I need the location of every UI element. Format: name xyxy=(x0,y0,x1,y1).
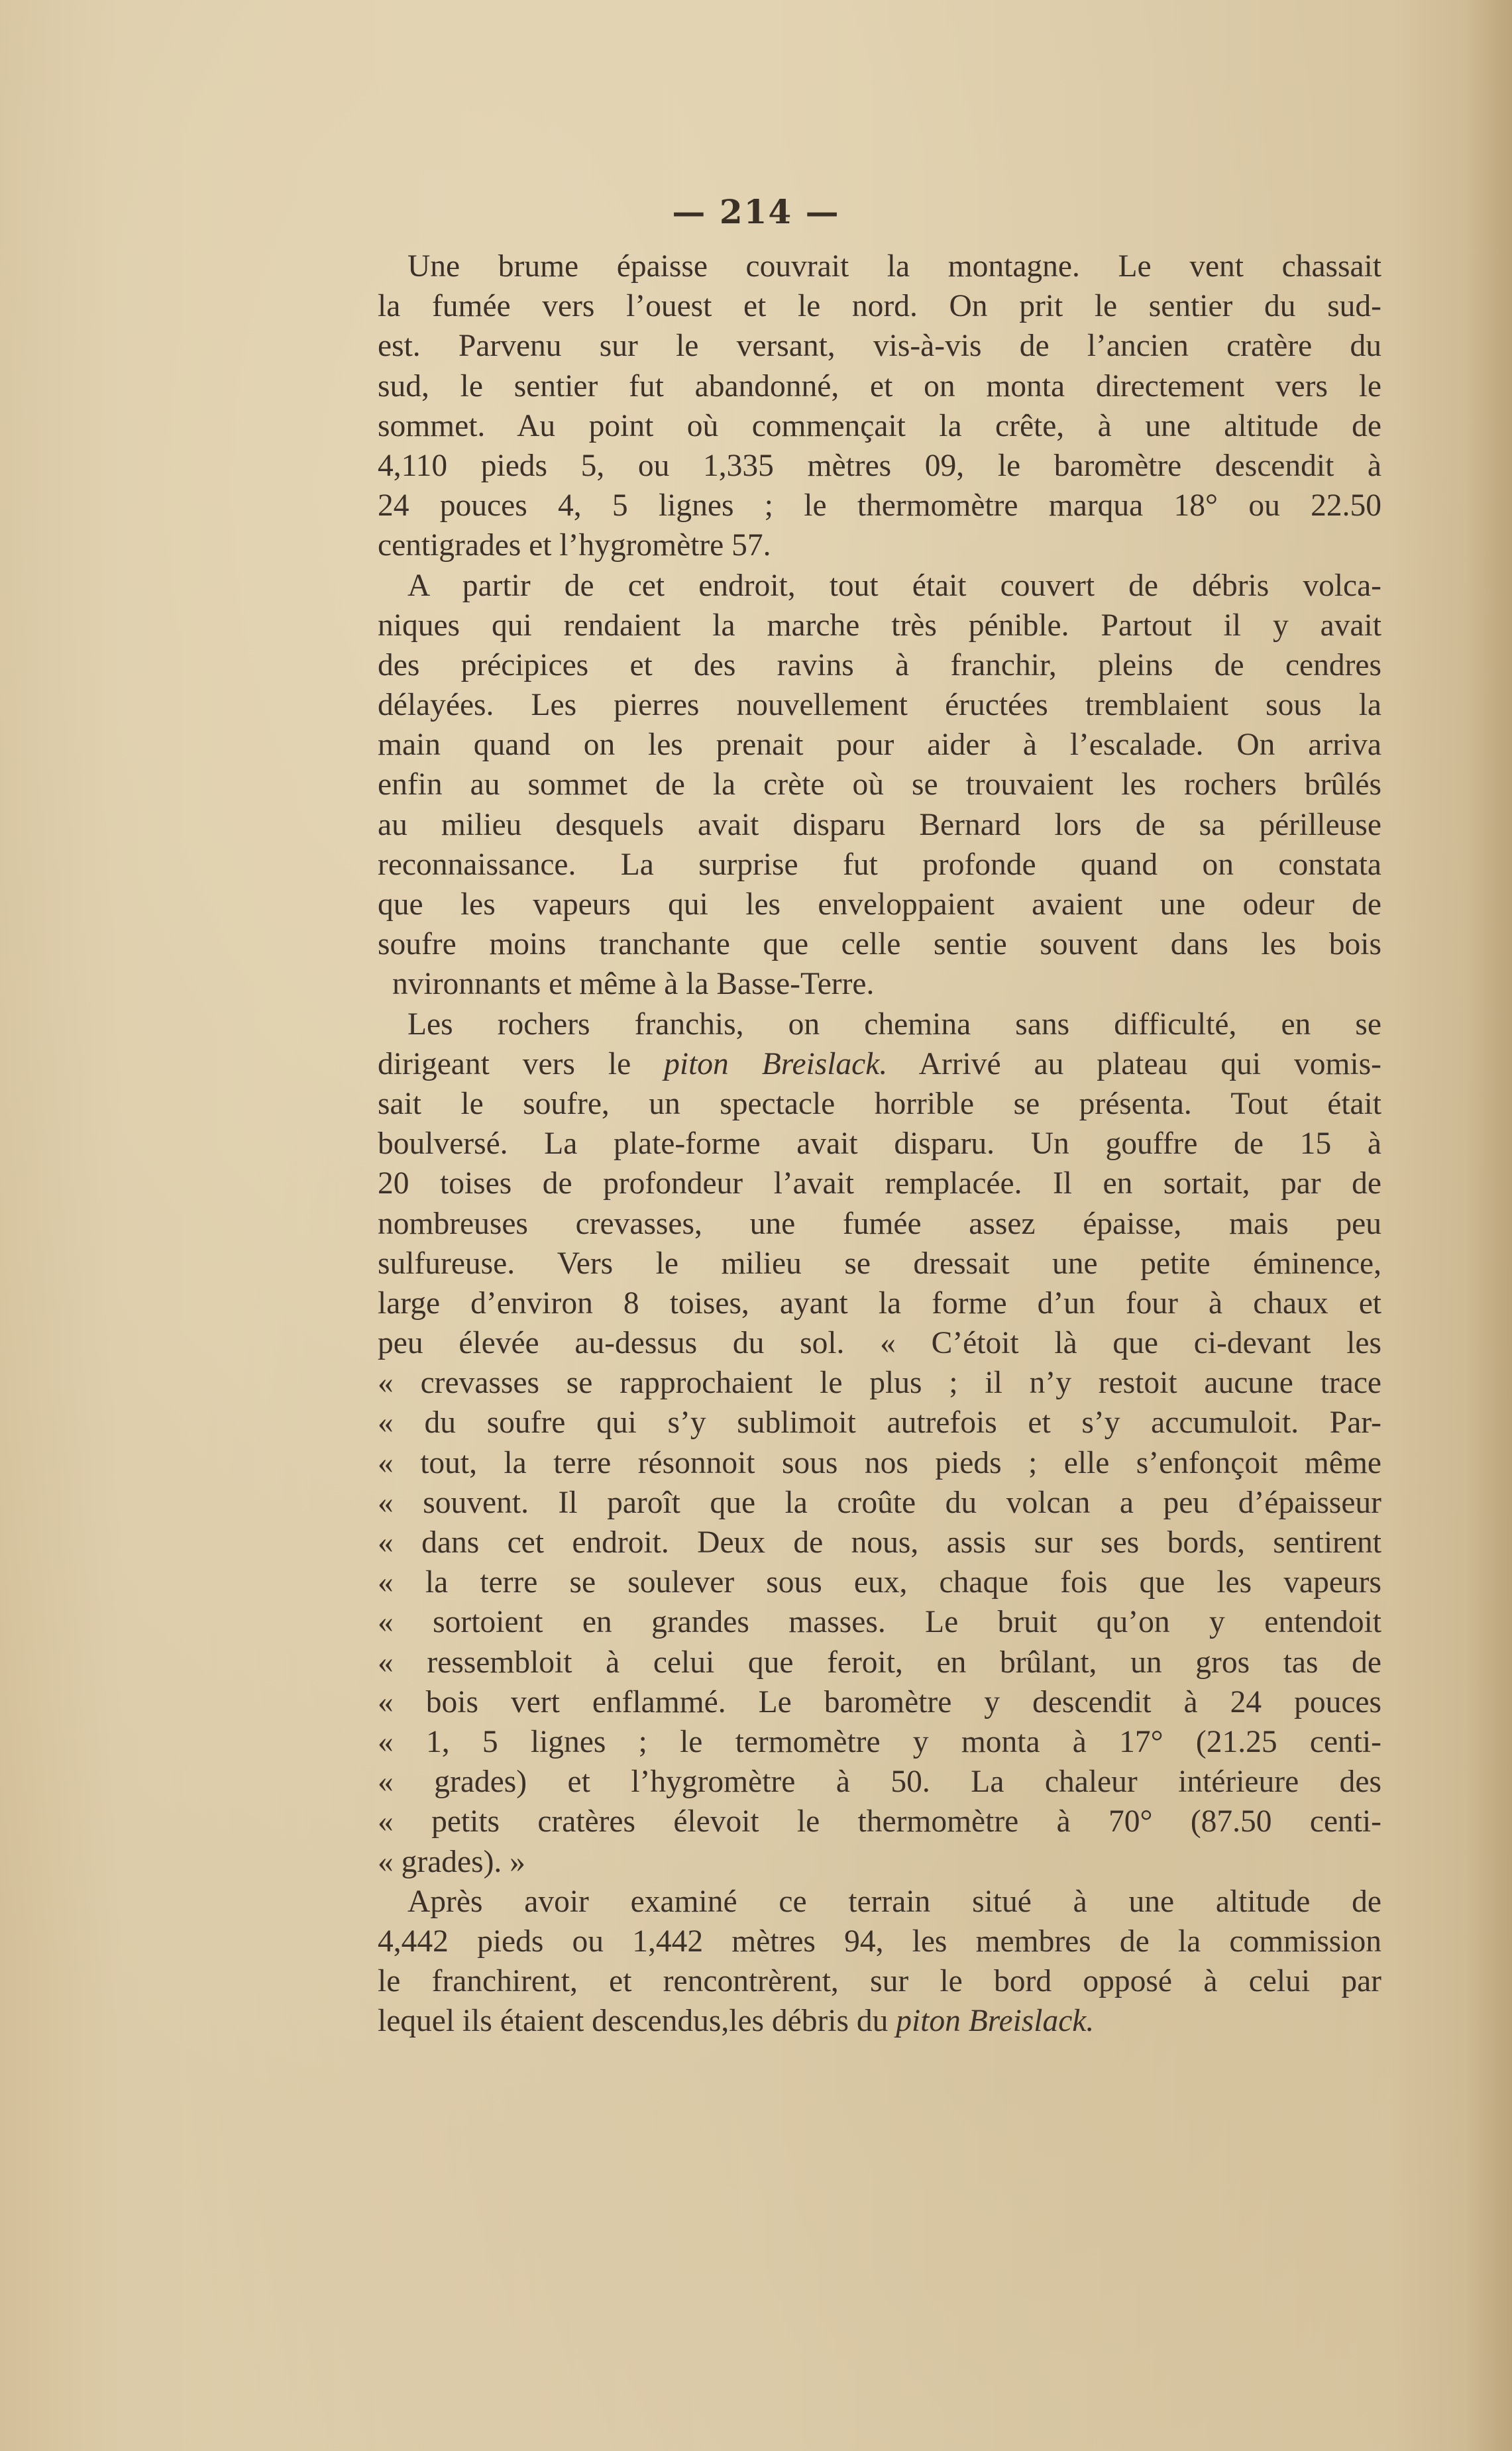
text-line: au milieu desquels avait disparu Bernard lors de sa périlleuse xyxy=(378,807,1381,842)
text-line: Une brume épaisse couvrait la montagne. Le vent chassait xyxy=(407,249,1381,284)
text-line: la fumée vers l’ouest et le nord. On prit le sentier du sud- xyxy=(378,289,1381,324)
text-line: main quand on les prenait pour aider à l’escalade. On arriva xyxy=(378,728,1381,763)
text-line: est. Parvenu sur le versant, vis-à-vis de l’ancien cratère du xyxy=(378,329,1381,364)
text-line: nvironnants et même à la Basse-Terre. xyxy=(392,967,875,1002)
text-line: Les rochers franchis, on chemina sans difficulté, en se xyxy=(407,1007,1381,1042)
text-line: que les vapeurs qui les enveloppaient avaient une odeur de xyxy=(378,887,1381,922)
text-line: « petits cratères élevoit le thermomètre à 70° (87.50 centi- xyxy=(378,1804,1381,1839)
text-line: sommet. Au point où commençait la crête, à une altitude de xyxy=(378,408,1381,443)
text-line: nombreuses crevasses, une fumée assez épaisse, mais peu xyxy=(378,1206,1381,1241)
italic-text: piton Breislack. xyxy=(896,2004,1095,2039)
page-edge-shadow xyxy=(1466,0,1512,2451)
text-line: sulfureuse. Vers le milieu se dressait une petite éminence, xyxy=(378,1246,1381,1281)
text-line: « 1, 5 lignes ; le termomètre y monta à 17° (21.25 centi- xyxy=(378,1724,1381,1759)
text-line: reconnaissance. La surprise fut profonde quand on constata xyxy=(378,847,1381,882)
text-line: « grades) et l’hygromètre à 50. La chaleur intérieure des xyxy=(378,1765,1381,1800)
text-line: « ressembloit à celui que feroit, en brûlant, un gros tas de xyxy=(378,1645,1381,1680)
text-line: « crevasses se rapprochaient le plus ; il n’y restoit aucune trace xyxy=(378,1366,1381,1401)
text-line: niques qui rendaient la marche très pénible. Partout il y avait xyxy=(378,608,1381,643)
text-line: centigrades et l’hygromètre 57. xyxy=(378,528,771,563)
text-line: 20 toises de profondeur l’avait remplacée. Il en sortait, par de xyxy=(378,1166,1381,1201)
text-line: sait le soufre, un spectacle horrible se présenta. Tout était xyxy=(378,1086,1381,1121)
text-line: « souvent. Il paroît que la croûte du volcan a peu d’épaisseur xyxy=(378,1485,1381,1520)
text-line: boulversé. La plate-forme avait disparu. Un gouffre de 15 à xyxy=(378,1126,1381,1162)
text-line: le franchirent, et rencontrèrent, sur le bord opposé à celui par xyxy=(378,1964,1381,1999)
text-line: « bois vert enflammé. Le baromètre y descendit à 24 pouces xyxy=(378,1684,1381,1719)
text-line: enfin au sommet de la crète où se trouvaient les rochers brûlés xyxy=(378,767,1381,802)
text-line: soufre moins tranchante que celle sentie souvent dans les bois xyxy=(378,927,1381,962)
text-line: « sortoient en grandes masses. Le bruit qu’on y entendoit xyxy=(378,1605,1381,1640)
text-line: « grades). » xyxy=(378,1844,525,1879)
text-line: lequel ils étaient descendus,les débris du piton Breislack. xyxy=(378,2004,1095,2039)
text-line: « dans cet endroit. Deux de nous, assis sur ses bords, sentirent xyxy=(378,1525,1381,1560)
text-line: « tout, la terre résonnoit sous nos pieds ; elle s’enfonçoit même xyxy=(378,1445,1381,1480)
text-line: « la terre se soulever sous eux, chaque fois que les vapeurs xyxy=(378,1565,1381,1600)
page-number: — 214 — xyxy=(672,192,840,231)
text-line: A partir de cet endroit, tout était couvert de débris volca- xyxy=(407,568,1381,603)
body-text xyxy=(378,246,1381,2041)
text-line: Après avoir examiné ce terrain situé à une altitude de xyxy=(407,1884,1381,1919)
text-line: peu élevée au-dessus du sol. « C’étoit là que ci-devant les xyxy=(378,1326,1381,1361)
text-line: 4,110 pieds 5, ou 1,335 mètres 09, le baromètre descendit à xyxy=(378,448,1381,483)
text-line: « du soufre qui s’y sublimoit autrefois et s’y accumuloit. Par- xyxy=(378,1405,1381,1441)
text-line: des précipices et des ravins à franchir, pleins de cendres xyxy=(378,647,1381,682)
text-line: 24 pouces 4, 5 lignes ; le thermomètre marqua 18° ou 22.50 xyxy=(378,488,1381,523)
italic-text: piton Breislack. xyxy=(664,1046,888,1081)
text-line: dirigeant vers le piton Breislack. Arrivé au plateau qui vomis- xyxy=(378,1046,1382,1081)
text-line: sud, le sentier fut abandonné, et on monta directement vers le xyxy=(378,368,1381,404)
text-line: délayées. Les pierres nouvellement éructées tremblaient sous la xyxy=(378,688,1381,723)
text-line: large d’environ 8 toises, ayant la forme d’un four à chaux et xyxy=(378,1285,1381,1321)
text-line: 4,442 pieds ou 1,442 mètres 94, les membres de la commission xyxy=(378,1924,1381,1959)
